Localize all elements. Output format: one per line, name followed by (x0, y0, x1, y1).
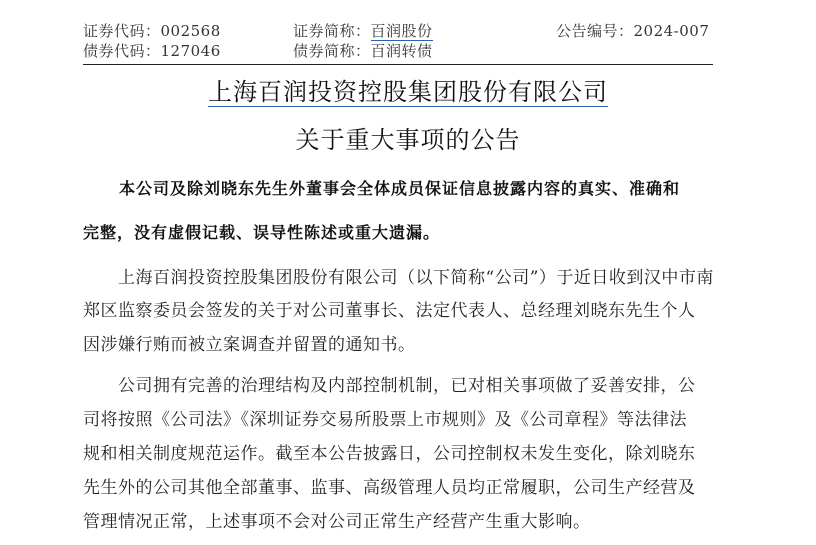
bond-abbr: 债券简称：百润转债 (293, 42, 433, 60)
security-abbr-value[interactable]: 百润股份 (370, 22, 433, 40)
header-divider (83, 64, 713, 65)
security-code: 证券代码：002568 (83, 22, 221, 40)
paragraph-2-line-4: 先生外的公司其他全部董事、监事、高级管理人员均正常履职，公司生产经营及 (83, 478, 696, 498)
bond-code: 债券代码：127046 (83, 42, 221, 60)
paragraph-1-line-1: 上海百润投资控股集团股份有限公司（以下简称“公司”）于近日收到汉中市南 (118, 268, 714, 288)
paragraph-2-line-3: 规和相关制度规范运作。截至本公告披露日，公司控制权未发生变化，除刘晓东 (83, 444, 696, 464)
announcement-subject: 关于重大事项的公告 (295, 126, 521, 154)
paragraph-2-line-5: 管理情况正常，上述事项不会对公司正常生产经营产生重大影响。 (83, 512, 591, 532)
announcement-number: 公告编号：2024-007 (556, 22, 710, 40)
company-title-text[interactable]: 上海百润投资控股集团股份有限公司 (208, 78, 608, 106)
paragraph-2-line-2: 司将按照《公司法》《深圳证券交易所股票上市规则》及《公司章程》等法律法 (83, 410, 687, 430)
paragraph-2-line-1: 公司拥有完善的治理结构及内部控制机制，已对相关事项做了妥善安排，公 (118, 376, 696, 396)
paragraph-1-line-2: 郑区监察委员会签发的关于对公司董事长、法定代表人、总经理刘晓东先生个人 (83, 301, 696, 321)
statement-line-1: 本公司及除刘晓东先生外董事会全体成员保证信息披露内容的真实、准确和 (119, 179, 681, 198)
statement-line-2: 完整，没有虚假记载、误导性陈述或重大遗漏。 (83, 223, 441, 242)
security-abbr-label: 证券简称： (293, 22, 371, 40)
paragraph-1-line-3: 因涉嫌行贿而被立案调查并留置的通知书。 (83, 335, 416, 355)
security-abbr (293, 20, 433, 41)
company-title (0, 72, 816, 107)
